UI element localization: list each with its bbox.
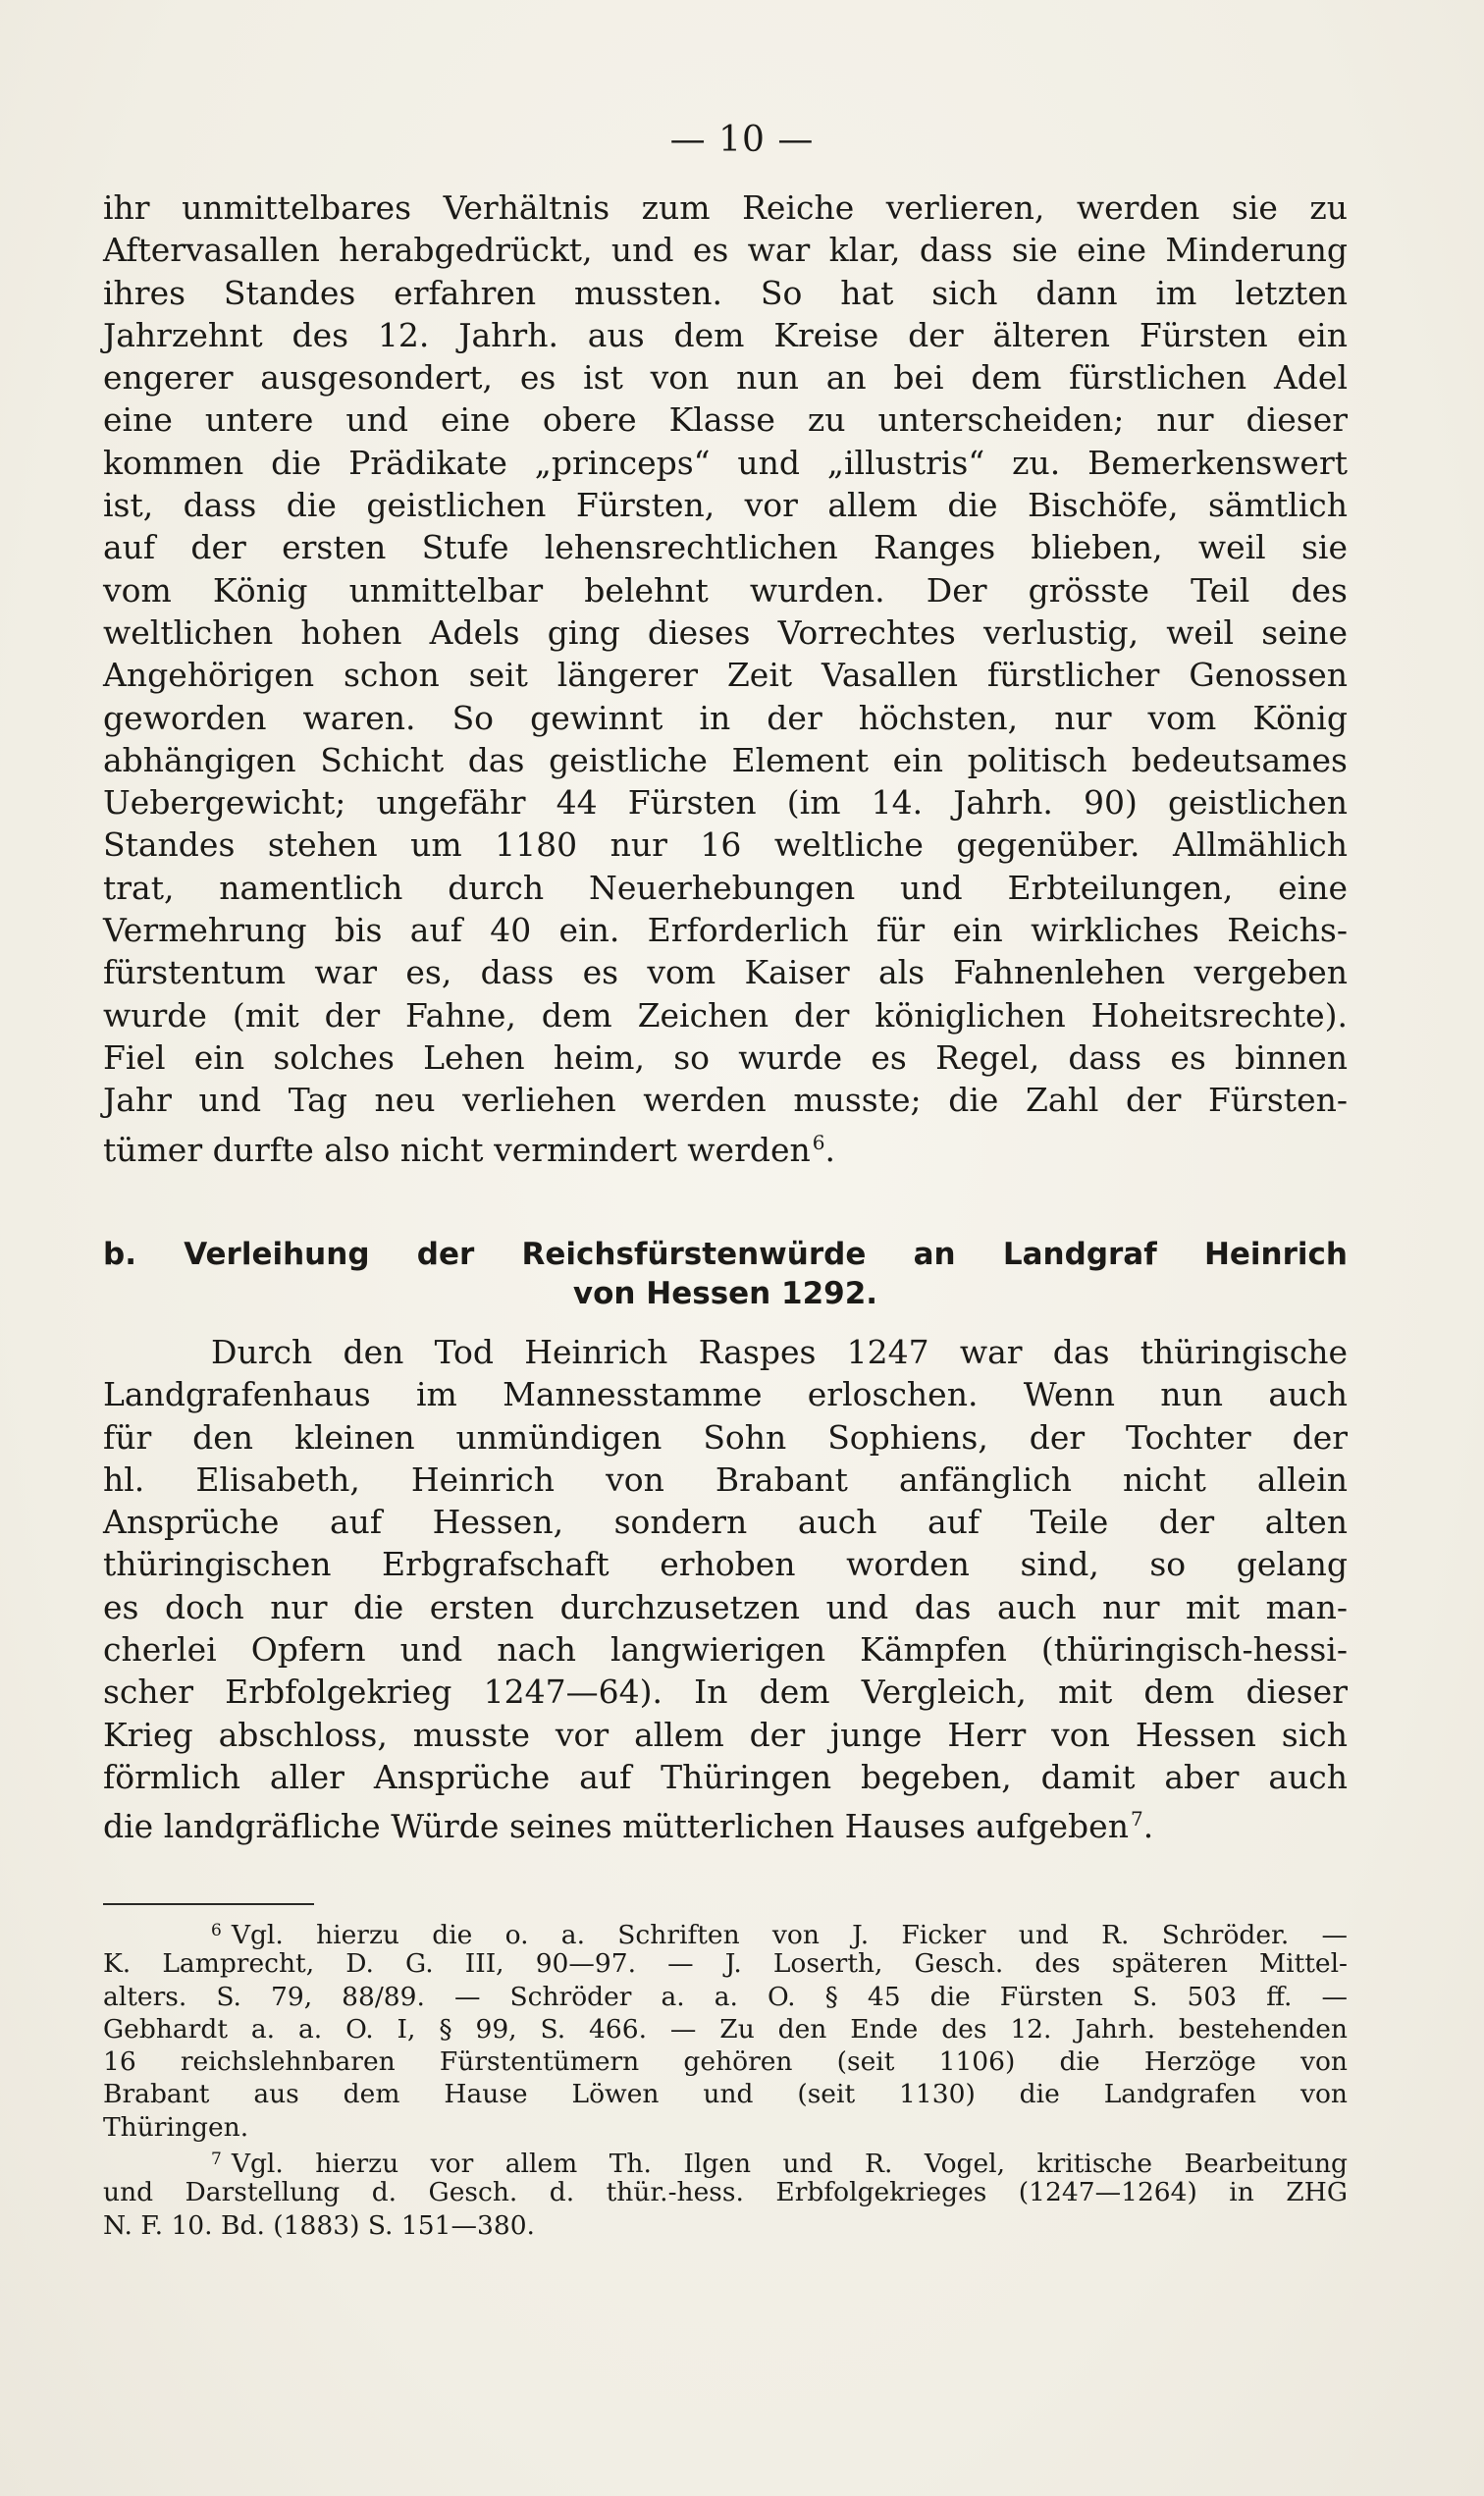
text-line: hl. Elisabeth, Heinrich von Brabant anfänglich nicht allein: [103, 1460, 1348, 1499]
text-line: Standes stehen um 1180 nur 16 weltliche gegenüber. Allmählich: [103, 825, 1348, 865]
page-number: — 10 —: [669, 120, 815, 160]
text-line-content: tümer durfte also nicht vermindert werden: [103, 1130, 811, 1169]
text-line: engerer ausgesondert, es ist von nun an bei dem fürstlichen Adel: [103, 358, 1348, 398]
text-line: weltlichen hohen Adels ging dieses Vorrechtes verlustig, weil seine: [103, 612, 1348, 652]
text-line: Uebergewicht; ungefähr 44 Fürsten (im 14. Jahrh. 90) geistlichen: [103, 783, 1348, 823]
footnote-line: N. F. 10. Bd. (1883) S. 151—380.: [103, 2209, 535, 2241]
text-line: eine untere und eine obere Klasse zu unterscheiden; nur dieser: [103, 400, 1348, 440]
footnote-mark: 6: [211, 1921, 222, 1940]
footnote-line: 16 reichslehnbaren Fürstentümern gehören (seit 1106) die Herzöge von: [103, 2046, 1348, 2078]
text-line: ist, dass die geistlichen Fürsten, vor allem die Bischöfe, sämtlich: [103, 486, 1348, 525]
text-line-last: [103, 1122, 1348, 1169]
footnote-line: Thüringen.: [103, 2111, 249, 2143]
text-line: ihres Standes erfahren mussten. So hat sich dann im letzten: [103, 273, 1348, 312]
footnote-reference[interactable]: 7: [1130, 1807, 1143, 1832]
text-line: trat, namentlich durch Neuerhebungen und Erbteilungen, eine: [103, 868, 1348, 907]
text-line: ihr unmittelbares Verhältnis zum Reiche verlieren, werden sie zu: [103, 188, 1348, 227]
text-line: Fiel ein solches Lehen heim, so wurde es Regel, dass es binnen: [103, 1037, 1348, 1077]
text-line-content: die landgräfliche Würde seines mütterlichen Hauses aufgeben: [103, 1807, 1129, 1846]
text-line: Angehörigen schon seit längerer Zeit Vasallen fürstlicher Genossen: [103, 656, 1348, 695]
footnote-line: Gebhardt a. a. O. I, § 99, S. 466. — Zu den Ende des 12. Jahrh. bestehenden: [103, 2013, 1348, 2045]
text-line: kommen die Prädikate „princeps“ und „illustris“ zu. Bemerkenswert: [103, 443, 1348, 482]
text-line: Aftervasallen herabgedrückt, und es war klar, dass sie eine Minderung: [103, 231, 1348, 270]
text-line: für den kleinen unmündigen Sohn Sophiens, der Tochter der: [103, 1417, 1348, 1457]
paragraph-reichsfuersten: [103, 186, 1348, 1169]
footnote-mark: 7: [211, 2150, 222, 2170]
paragraph-hessen: [103, 1331, 1348, 1846]
section-heading: [103, 1235, 1348, 1313]
footnote-line: [103, 1915, 1348, 1950]
text-line-last: [103, 1798, 1348, 1846]
footnotes: [103, 1915, 1348, 2242]
text-line: Landgrafenhaus im Mannesstamme erloschen. Wenn nun auch: [103, 1375, 1348, 1414]
footnote-line: und Darstellung d. Gesch. d. thür.-hess. Erbfolgekrieges (1247—1264) in ZHG: [103, 2177, 1348, 2208]
text-line: vom König unmittelbar belehnt wurden. Der grösste Teil des: [103, 570, 1348, 610]
text-line: geworden waren. So gewinnt in der höchsten, nur vom König: [103, 698, 1348, 737]
footnote-line: [103, 2144, 1348, 2180]
text-line: fürstentum war es, dass es vom Kaiser als Fahnenlehen vergeben: [103, 953, 1348, 992]
footnote-line: alters. S. 79, 88/89. — Schröder a. a. O. § 45 die Fürsten S. 503 ff. —: [103, 1981, 1348, 2012]
text-line: wurde (mit der Fahne, dem Zeichen der königlichen Hoheitsrechte).: [103, 995, 1348, 1035]
text-line: thüringischen Erbgrafschaft erhoben worden sind, so gelang: [103, 1545, 1348, 1584]
text-line: auf der ersten Stufe lehensrechtlichen Ranges blieben, weil sie: [103, 528, 1348, 567]
footnote-line: K. Lamprecht, D. G. III, 90—97. — J. Loserth, Gesch. des späteren Mittel-: [103, 1948, 1348, 1980]
footnote-reference[interactable]: 6: [812, 1130, 825, 1154]
text-line: es doch nur die ersten durchzusetzen und das auch nur mit man-: [103, 1587, 1348, 1626]
heading-line: b. Verleihung der Reichsfürstenwürde an Landgraf Heinrich: [103, 1237, 1348, 1272]
text-line: Vermehrung bis auf 40 ein. Erforderlich für ein wirkliches Reichs-: [103, 911, 1348, 950]
text-line: scher Erbfolgekrieg 1247—64). In dem Vergleich, mit dem dieser: [103, 1673, 1348, 1712]
footnote-text: Vgl. hierzu die o. a. Schriften von J. Ficker und R. Schröder. —: [231, 1920, 1348, 1950]
text-line: Jahrzehnt des 12. Jahrh. aus dem Kreise der älteren Fürsten ein: [103, 315, 1348, 354]
text-line: Durch den Tod Heinrich Raspes 1247 war das thüringische: [211, 1333, 1348, 1371]
text-line: Jahr und Tag neu verliehen werden musste; die Zahl der Fürsten-: [103, 1081, 1348, 1120]
footnote-line: Brabant aus dem Hause Löwen und (seit 1130) die Landgrafen von: [103, 2079, 1348, 2110]
text-line: Ansprüche auf Hessen, sondern auch auf Teile der alten: [103, 1503, 1348, 1542]
heading-line: von Hessen 1292.: [572, 1276, 878, 1311]
sentence-end: .: [1142, 1807, 1154, 1846]
text-line: cherlei Opfern und nach langwierigen Kämpfen (thüringisch-hessi-: [103, 1630, 1348, 1670]
text-line: förmlich aller Ansprüche auf Thüringen begeben, damit aber auch: [103, 1757, 1348, 1796]
sentence-end: .: [824, 1130, 835, 1169]
footnote-divider: [103, 1903, 314, 1905]
footnote-text: Vgl. hierzu vor allem Th. Ilgen und R. Vogel, kritische Bearbeitung: [231, 2149, 1348, 2180]
text-line: Krieg abschloss, musste vor allem der junge Herr von Hessen sich: [103, 1715, 1348, 1754]
text-line: abhängigen Schicht das geistliche Element ein politisch bedeutsames: [103, 740, 1348, 779]
